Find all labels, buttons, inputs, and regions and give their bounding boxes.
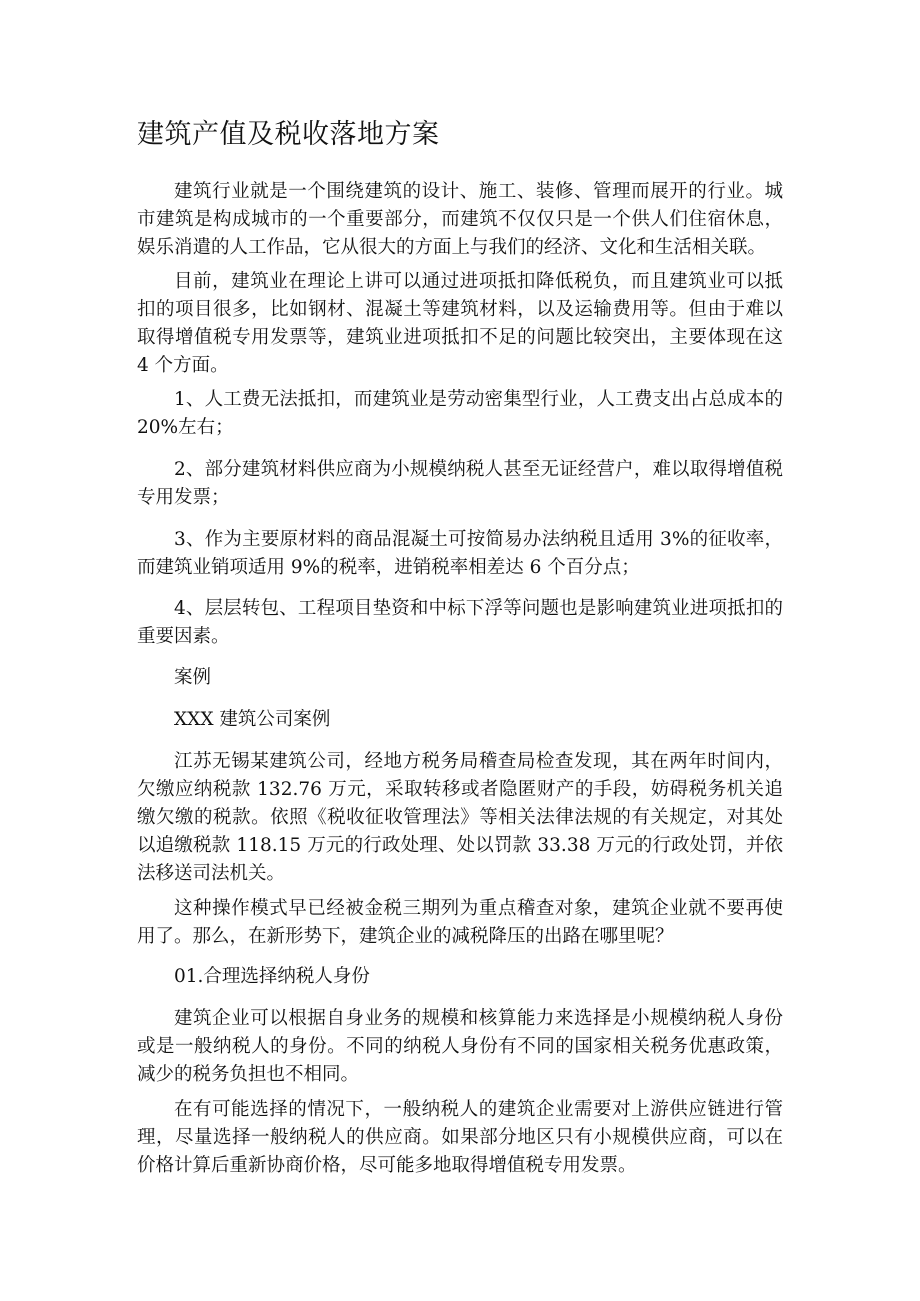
paragraph-taxpayer-status: 建筑企业可以根据自身业务的规模和核算能力来选择是小规模纳税人身份或是一般纳税人的身份。不同的纳税人身份有不同的国家相关税务优惠政策，减少的税务负担也不相同。: [137, 1008, 783, 1085]
paragraph-current-situation: 目前，建筑业在理论上讲可以通过进项抵扣降低税负，而且建筑业可以抵扣的项目很多，比如钢材、混凝土等建筑材料，以及运输费用等。但由于难以取得增值税专用发票等，建筑业进项抵扣不足的问题比较突出，主要体现在这 4 个方面。: [137, 271, 783, 376]
paragraph-case-details: 江苏无锡某建筑公司，经地方税务局稽查局检查发现，其在两年时间内，欠缴应纳税款 132.76 万元，采取转移或者隐匿财产的手段，妨碍税务机关追缴欠缴的税款。依照《税收征收管理法》等相关法律法规的有关规定，对其处以追缴税款 118.15 万元的行政处理、处以罚款 33.38 万元的行政处罚，并依法移送司法机关。: [137, 751, 783, 884]
paragraph-point-2: 2、部分建筑材料供应商为小规模纳税人甚至无证经营户，难以取得增值税专用发票；: [137, 459, 783, 508]
paragraph-transition: 这种操作模式早已经被金税三期列为重点稽查对象，建筑企业就不要再使用了。那么，在新形势下，建筑企业的减税降压的出路在哪里呢？: [137, 898, 783, 947]
paragraph-supplier-selection: 在有可能选择的情况下，一般纳税人的建筑企业需要对上游供应链进行管理，尽量选择一般纳税人的供应商。如果部分地区只有小规模供应商，可以在价格计算后重新协商价格，尽可能多地取得增值税专用发票。: [137, 1099, 783, 1176]
paragraph-point-3: 3、作为主要原材料的商品混凝土可按简易办法纳税且适用 3%的征收率，而建筑业销项适用 9%的税率，进销税率相差达 6 个百分点；: [137, 529, 783, 578]
section-heading-case: 案例: [174, 667, 212, 688]
case-subheading: XXX 建筑公司案例: [174, 709, 331, 730]
document-title: 建筑产值及税收落地方案: [137, 119, 440, 150]
paragraph-point-1: 1、人工费无法抵扣，而建筑业是劳动密集型行业，人工费支出占总成本的 20%左右；: [137, 389, 783, 438]
paragraph-point-4: 4、层层转包、工程项目垫资和中标下浮等问题也是影响建筑业进项抵扣的重要因素。: [137, 598, 783, 647]
paragraph-intro: 建筑行业就是一个围绕建筑的设计、施工、装修、管理而展开的行业。城市建筑是构成城市的一个重要部分，而建筑不仅仅只是一个供人们住宿休息，娱乐消遣的人工作品，它从很大的方面上与我们的经济、文化和生活相关联。: [137, 181, 783, 258]
section-heading-01: 01.合理选择纳税人身份: [174, 966, 370, 987]
